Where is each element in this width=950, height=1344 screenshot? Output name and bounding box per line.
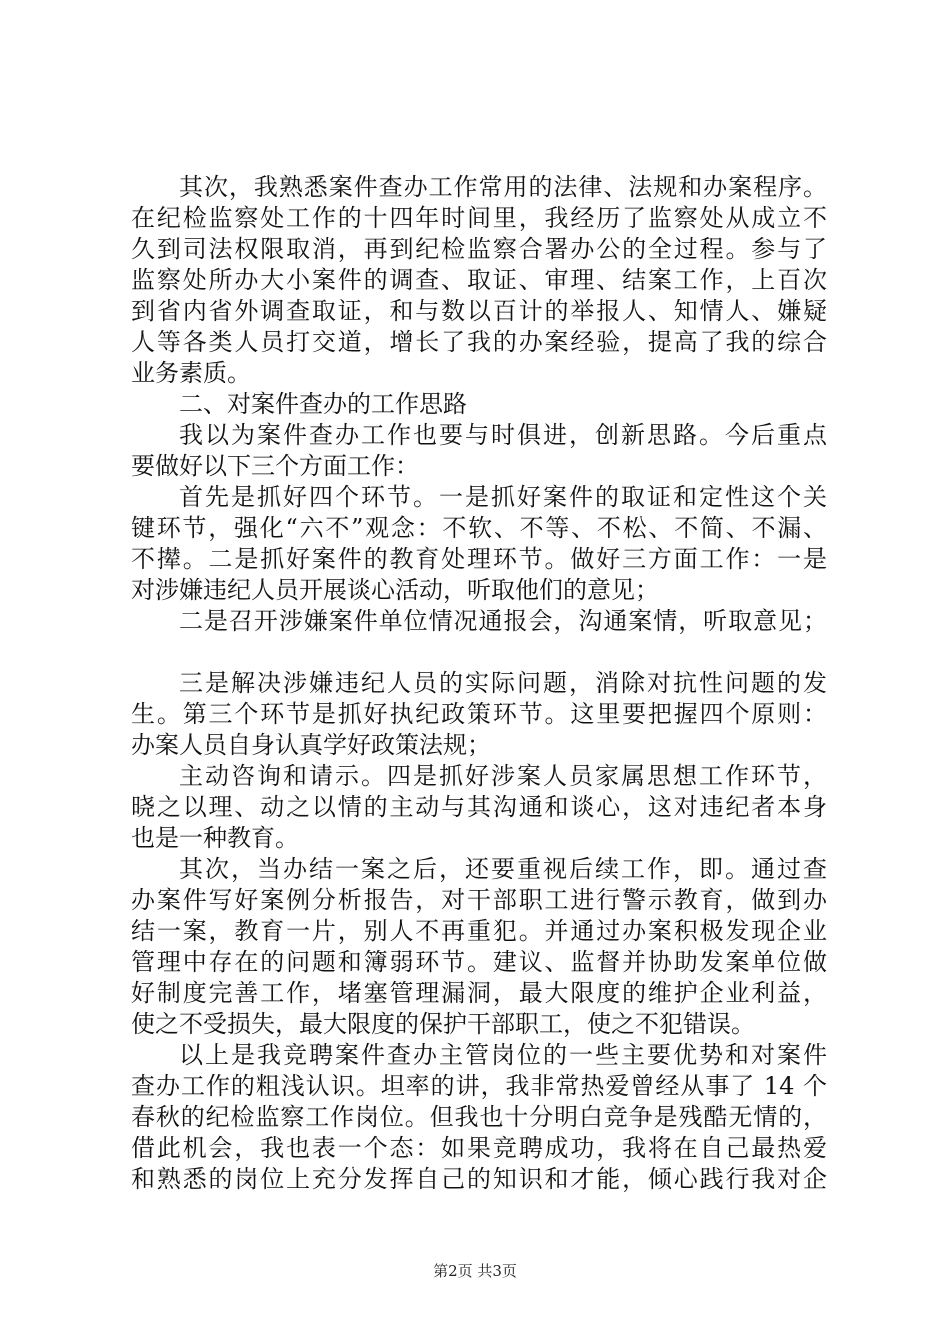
text-line: 在纪检监察处工作的十四年时间里，我经历了监察处从成立不 <box>131 204 827 232</box>
text-line: 到省内省外调查取证，和与数以百计的举报人、知情人、嫌疑 <box>131 297 827 325</box>
document-body <box>131 172 827 1195</box>
text-line <box>131 637 827 668</box>
text-line: 生。第三个环节是抓好执纪政策环节。这里要把握四个原则： <box>131 700 827 728</box>
text-line: 晓之以理、动之以情的主动与其沟通和谈心，这对违纪者本身 <box>131 793 827 821</box>
text-line: 好制度完善工作，堵塞管理漏洞，最大限度的维护企业利益， <box>131 979 827 1007</box>
text-line: 春秋的纪检监察工作岗位。但我也十分明白竞争是残酷无情的， <box>131 1103 827 1131</box>
text-line: 不撵。二是抓好案件的教育处理环节。做好三方面工作：一是 <box>131 545 827 573</box>
text-line: 监察处所办大小案件的调查、取证、审理、结案工作，上百次 <box>131 266 827 294</box>
text-line: 其次，我熟悉案件查办工作常用的法律、法规和办案程序。 <box>179 173 827 201</box>
text-line: 三是解决涉嫌违纪人员的实际问题，消除对抗性问题的发 <box>179 669 827 697</box>
text-line: 我以为案件查办工作也要与时俱进，创新思路。今后重点 <box>179 421 827 449</box>
text-line: 以上是我竞聘案件查办主管岗位的一些主要优势和对案件 <box>179 1041 827 1069</box>
text-line: 办案件写好案例分析报告，对干部职工进行警示教育，做到办 <box>131 886 827 914</box>
text-line: 对涉嫌违纪人员开展谈心活动，听取他们的意见； <box>131 576 659 604</box>
text-line: 业务素质。 <box>131 359 251 387</box>
page-footer: 第2页 共3页 <box>433 1262 517 1280</box>
text-line: 办案人员自身认真学好政策法规； <box>131 731 491 759</box>
text-line: 久到司法权限取消，再到纪检监察合署办公的全过程。参与了 <box>131 235 827 263</box>
text-line: 首先是抓好四个环节。一是抓好案件的取证和定性这个关 <box>179 483 827 511</box>
text-line: 使之不受损失，最大限度的保护干部职工，使之不犯错误。 <box>131 1010 755 1038</box>
text-line: 键环节，强化“六不”观念：不软、不等、不松、不简、不漏、 <box>131 514 827 542</box>
text-line: 查办工作的粗浅认识。坦率的讲，我非常热爱曾经从事了 14 个 <box>131 1072 827 1100</box>
text-line: 要做好以下三个方面工作： <box>131 452 419 480</box>
text-line: 人等各类人员打交道，增长了我的办案经验，提高了我的综合 <box>131 328 827 356</box>
text-line: 结一案，教育一片，别人不再重犯。并通过办案积极发现企业 <box>131 917 827 945</box>
text-line: 借此机会，我也表一个态：如果竞聘成功，我将在自己最热爱 <box>131 1134 827 1162</box>
text-line: 其次，当办结一案之后，还要重视后续工作，即。通过查 <box>179 855 827 883</box>
text-line: 和熟悉的岗位上充分发挥自己的知识和才能，倾心践行我对企 <box>131 1165 827 1193</box>
text-line: 主动咨询和请示。四是抓好涉案人员家属思想工作环节， <box>179 762 827 790</box>
text-line: 二、对案件查办的工作思路 <box>179 390 467 418</box>
text-line: 二是召开涉嫌案件单位情况通报会，沟通案情，听取意见； <box>179 607 827 635</box>
text-line: 也是一种教育。 <box>131 824 299 852</box>
text-line: 管理中存在的问题和簿弱环节。建议、监督并协助发案单位做 <box>131 948 827 976</box>
